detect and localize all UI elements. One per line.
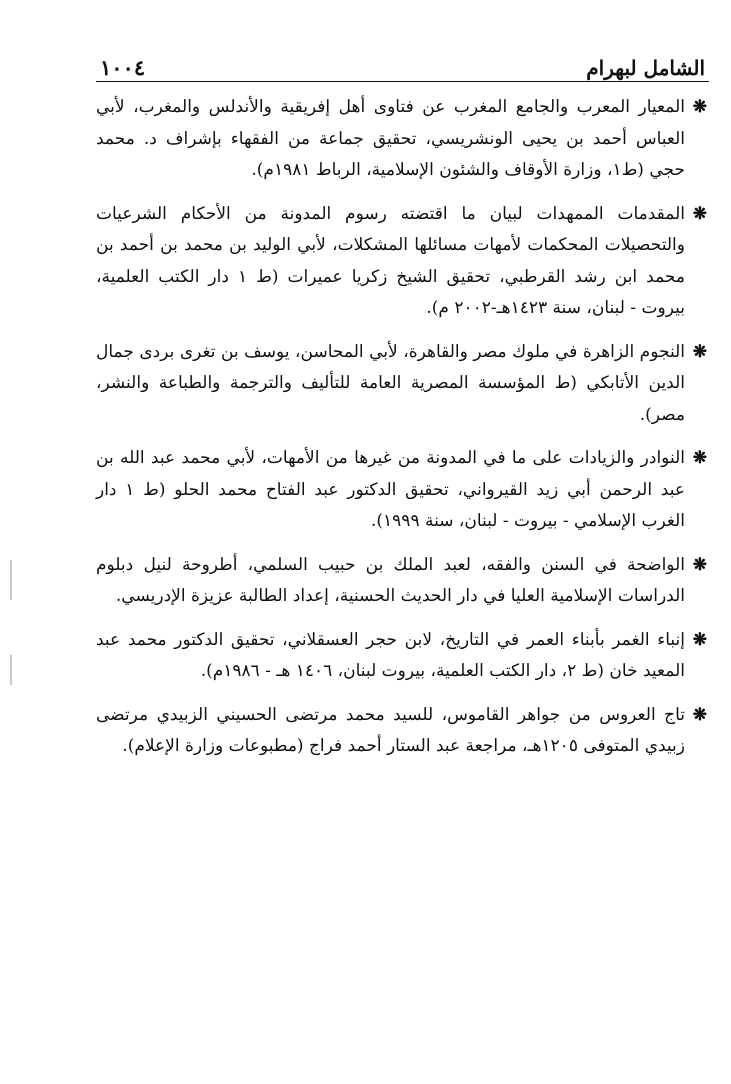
entry-text: المعيار المعرب والجامع المغرب عن فتاوى أهل إفريقية والأندلس والمغرب، لأبي العباس أحمد بن يحيى الونشريسي، تحقيق جماعة من الفقهاء بإشراف د. محمد حجي (ط١، وزارة الأوقاف والشئون الإسلامية، الرباط ١٩٨١م).: [96, 97, 685, 180]
bibliography-list: [96, 92, 707, 775]
bullet-icon: ❋: [692, 341, 707, 362]
entry-text: النجوم الزاهرة في ملوك مصر والقاهرة، لأبي المحاسن، يوسف بن تغرى بردى جمال الدين الأتابكي (ط المؤسسة المصرية العامة للتأليف والترجمة والطباعة والنشر، مصر).: [96, 341, 685, 425]
header-rule: [96, 81, 709, 82]
bullet-icon: ❋: [692, 704, 707, 725]
scan-margin-mark: [10, 655, 12, 685]
bibliography-entry: [96, 700, 707, 763]
entry-text: تاج العروس من جواهر القاموس، للسيد محمد مرتضى الحسيني الزبيدي مرتضى زبيدي المتوفى ١٢٠٥هـ، مراجعة عبد الستار أحمد فراج (مطبوعات وزارة الإعلام).: [96, 704, 685, 756]
bibliography-entry: [96, 337, 707, 432]
page-number: ١٠٠٤: [100, 55, 146, 80]
bullet-icon: ❋: [692, 554, 707, 575]
scan-margin-mark: [10, 560, 12, 600]
bibliography-entry: [96, 550, 707, 613]
bullet-icon: ❋: [692, 97, 707, 117]
bullet-icon: ❋: [692, 629, 707, 650]
bibliography-entry: [96, 443, 707, 538]
running-title: الشامل لبهرام: [586, 56, 705, 80]
bibliography-entry: [96, 625, 707, 688]
bibliography-entry: [96, 92, 707, 187]
bullet-icon: ❋: [692, 448, 707, 468]
entry-text: إنباء الغمر بأبناء العمر في التاريخ، لابن حجر العسقلاني، تحقيق الدكتور محمد عبد المعيد خان (ط ٢، دار الكتب العلمية، بيروت لبنان، ١٤٠٦ هـ - ١٩٨٦م).: [96, 629, 685, 681]
running-header: [100, 40, 705, 78]
bullet-icon: ❋: [692, 203, 707, 224]
entry-text: المقدمات الممهدات لبيان ما اقتضته رسوم المدونة من الأحكام الشرعيات والتحصيلات المحكمات لأمهات مسائلها المشكلات، لأبي الوليد بن محمد بن أحمد بن محمد ابن رشد القرطبي، تحقيق الشيخ زكريا عميرات (ط ١ دار الكتب العلمية، بيروت - لبنان، سنة ١٤٢٣هـ-٢٠٠٢ م).: [96, 203, 685, 318]
entry-text: النوادر والزيادات على ما في المدونة من غيرها من الأمهات، لأبي محمد عبد الله بن عبد الرحمن أبي زيد القيرواني، تحقيق الدكتور عبد الفتاح محمد الحلو (ط ١ دار الغرب الإسلامي - بيروت - لبنان، سنة ١٩٩٩).: [96, 448, 685, 531]
bibliography-entry: [96, 199, 707, 325]
entry-text: الواضحة في السنن والفقه، لعبد الملك بن حبيب السلمي، أطروحة لنيل دبلوم الدراسات الإسلامية العليا في دار الحديث الحسنية، إعداد الطالبة عزيزة الإدريسي.: [96, 554, 685, 606]
